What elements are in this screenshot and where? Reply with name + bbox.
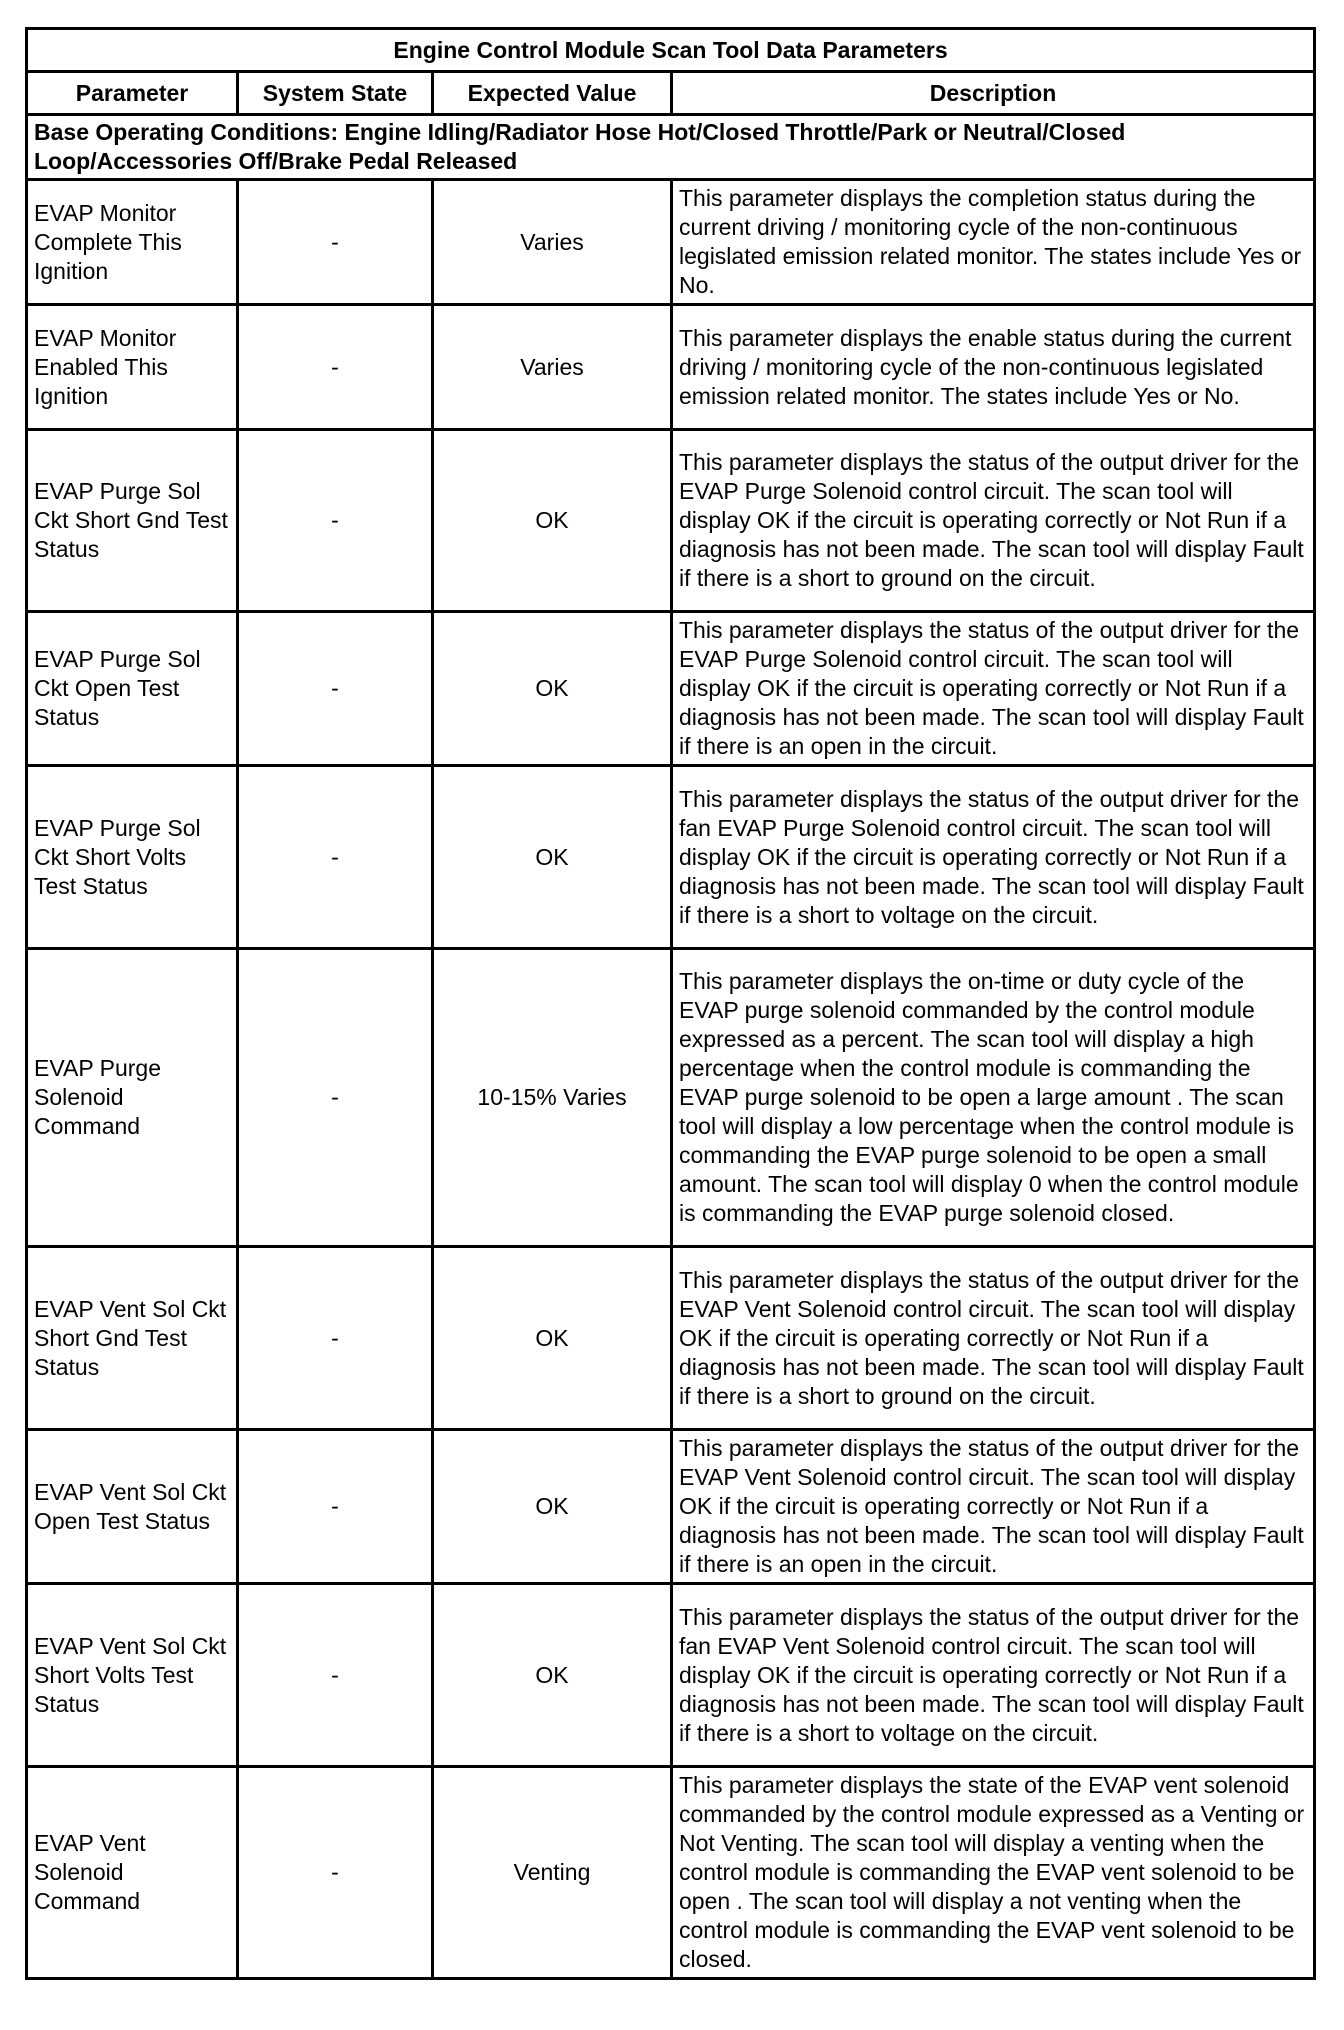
column-header-system-state: System State (238, 72, 433, 115)
table-row (27, 766, 1315, 949)
table-row (27, 180, 1315, 305)
description-cell: This parameter displays the state of the EVAP vent solenoid commanded by the control module expressed as a Venting or Not Venting. The scan tool will display a venting when the control module is commanding the EVAP vent solenoid to be open . The scan tool will display a not venting when the control module is commanding the EVAP vent solenoid to be closed. (672, 1767, 1315, 1979)
description-cell: This parameter displays the status of the output driver for the fan EVAP Purge Solenoid control circuit. The scan tool will display OK if the circuit is operating correctly or Not Run if a diagnosis has not been made. The scan tool will display Fault if there is a short to voltage on the circuit. (672, 766, 1315, 949)
parameter-cell: EVAP Monitor Enabled This Ignition (27, 305, 238, 430)
description-cell: This parameter displays the status of the output driver for the EVAP Vent Solenoid control circuit. The scan tool will display OK if the circuit is operating correctly or Not Run if a diagnosis has not been made. The scan tool will display Fault if there is an open in the circuit. (672, 1430, 1315, 1584)
expected-value-cell: OK (433, 1584, 672, 1767)
system-state-cell: - (238, 1430, 433, 1584)
scan-tool-data-table (25, 27, 1316, 1980)
table-title: Engine Control Module Scan Tool Data Parameters (27, 29, 1315, 72)
parameter-cell: EVAP Purge Sol Ckt Short Gnd Test Status (27, 430, 238, 612)
table-row (27, 305, 1315, 430)
parameter-cell: EVAP Vent Solenoid Command (27, 1767, 238, 1979)
description-cell: This parameter displays the status of the output driver for the EVAP Vent Solenoid control circuit. The scan tool will display OK if the circuit is operating correctly or Not Run if a diagnosis has not been made. The scan tool will display Fault if there is a short to ground on the circuit. (672, 1247, 1315, 1430)
parameter-cell: EVAP Purge Solenoid Command (27, 949, 238, 1247)
system-state-cell: - (238, 180, 433, 305)
description-cell: This parameter displays the status of the output driver for the EVAP Purge Solenoid control circuit. The scan tool will display OK if the circuit is operating correctly or Not Run if a diagnosis has not been made. The scan tool will display Fault if there is an open in the circuit. (672, 612, 1315, 766)
table-row (27, 612, 1315, 766)
table-row (27, 1584, 1315, 1767)
expected-value-cell: OK (433, 430, 672, 612)
system-state-cell: - (238, 430, 433, 612)
expected-value-cell: Varies (433, 305, 672, 430)
description-cell: This parameter displays the on-time or duty cycle of the EVAP purge solenoid commanded by the control module expressed as a percent. The scan tool will display a high percentage when the control module is commanding the EVAP purge solenoid to be open a large amount . The scan tool will display a low percentage when the control module is commanding the EVAP purge solenoid to be open a small amount. The scan tool will display 0 when the control module is commanding the EVAP purge solenoid closed. (672, 949, 1315, 1247)
table-row (27, 949, 1315, 1247)
table-row (27, 430, 1315, 612)
description-cell: This parameter displays the enable status during the current driving / monitoring cycle of the non-continuous legislated emission related monitor. The states include Yes or No. (672, 305, 1315, 430)
column-header-description: Description (672, 72, 1315, 115)
column-header-parameter: Parameter (27, 72, 238, 115)
expected-value-cell: Venting (433, 1767, 672, 1979)
column-header-expected-value: Expected Value (433, 72, 672, 115)
table-row (27, 1247, 1315, 1430)
expected-value-cell: OK (433, 1247, 672, 1430)
parameter-cell: EVAP Monitor Complete This Ignition (27, 180, 238, 305)
expected-value-cell: OK (433, 612, 672, 766)
parameter-cell: EVAP Vent Sol Ckt Short Gnd Test Status (27, 1247, 238, 1430)
system-state-cell: - (238, 612, 433, 766)
expected-value-cell: 10-15% Varies (433, 949, 672, 1247)
system-state-cell: - (238, 1767, 433, 1979)
expected-value-cell: Varies (433, 180, 672, 305)
table-row (27, 1767, 1315, 1979)
base-operating-conditions: Base Operating Conditions: Engine Idling/Radiator Hose Hot/Closed Throttle/Park or Neutral/Closed Loop/Accessories Off/Brake Pedal Released (27, 115, 1315, 180)
expected-value-cell: OK (433, 1430, 672, 1584)
description-cell: This parameter displays the status of the output driver for the fan EVAP Vent Solenoid control circuit. The scan tool will display OK if the circuit is operating correctly or Not Run if a diagnosis has not been made. The scan tool will display Fault if there is a short to voltage on the circuit. (672, 1584, 1315, 1767)
parameter-cell: EVAP Vent Sol Ckt Short Volts Test Status (27, 1584, 238, 1767)
parameter-cell: EVAP Purge Sol Ckt Open Test Status (27, 612, 238, 766)
parameter-cell: EVAP Purge Sol Ckt Short Volts Test Status (27, 766, 238, 949)
system-state-cell: - (238, 1584, 433, 1767)
parameter-cell: EVAP Vent Sol Ckt Open Test Status (27, 1430, 238, 1584)
system-state-cell: - (238, 305, 433, 430)
description-cell: This parameter displays the completion status during the current driving / monitoring cycle of the non-continuous legislated emission related monitor. The states include Yes or No. (672, 180, 1315, 305)
system-state-cell: - (238, 1247, 433, 1430)
expected-value-cell: OK (433, 766, 672, 949)
system-state-cell: - (238, 766, 433, 949)
system-state-cell: - (238, 949, 433, 1247)
table-row (27, 1430, 1315, 1584)
description-cell: This parameter displays the status of the output driver for the EVAP Purge Solenoid control circuit. The scan tool will display OK if the circuit is operating correctly or Not Run if a diagnosis has not been made. The scan tool will display Fault if there is a short to ground on the circuit. (672, 430, 1315, 612)
